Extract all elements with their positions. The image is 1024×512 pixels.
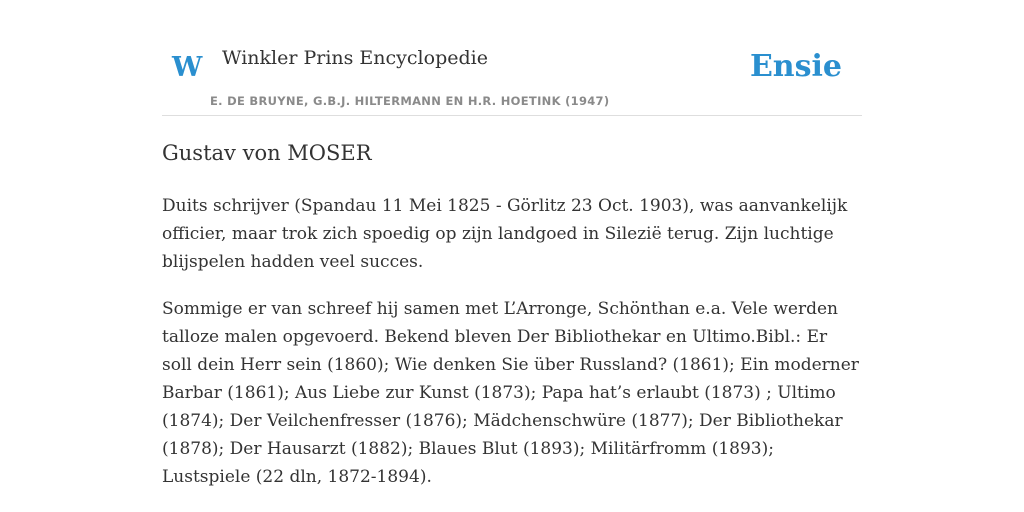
site-header <box>162 40 862 116</box>
encyclopedia-title[interactable]: Winkler Prins Encyclopedie <box>222 47 488 69</box>
article-paragraph-2: Sommige er van schreef hij samen met L’Arronge, Schönthan e.a. Vele werden talloze malen opgevoerd. Bekend bleven Der Bibliothekar en Ultimo.Bibl.: Er soll dein Herr sein (1860); Wie denken Sie über Russland? (1861); Ein moderner Barbar (1861); Aus Liebe zur Kunst (1873); Papa hat’s erlaubt (1873) ; Ultimo (1874); Der Veilchenfresser (1876); Mädchenschwüre (1877); Der Bibliothekar (1878); Der Hausarzt (1882); Blaues Blut (1893); Militärfromm (1893); Lustspiele (22 dln, 1872-1894). <box>162 299 859 487</box>
encyclopedia-authors: E. DE BRUYNE, G.B.J. HILTERMANN EN H.R. HOETINK (1947) <box>210 94 610 108</box>
ensie-logo-link[interactable]: Ensie <box>749 49 842 84</box>
winkler-prins-logo[interactable]: W <box>172 52 203 83</box>
article-paragraph-1: Duits schrijver (Spandau 11 Mei 1825 - Görlitz 23 Oct. 1903), was aanvankelijk officier, maar trok zich spoedig op zijn landgoed in Silezië terug. Zijn luchtige blijspelen hadden veel succes. <box>162 196 848 272</box>
article-title: Gustav von MOSER <box>162 141 372 165</box>
